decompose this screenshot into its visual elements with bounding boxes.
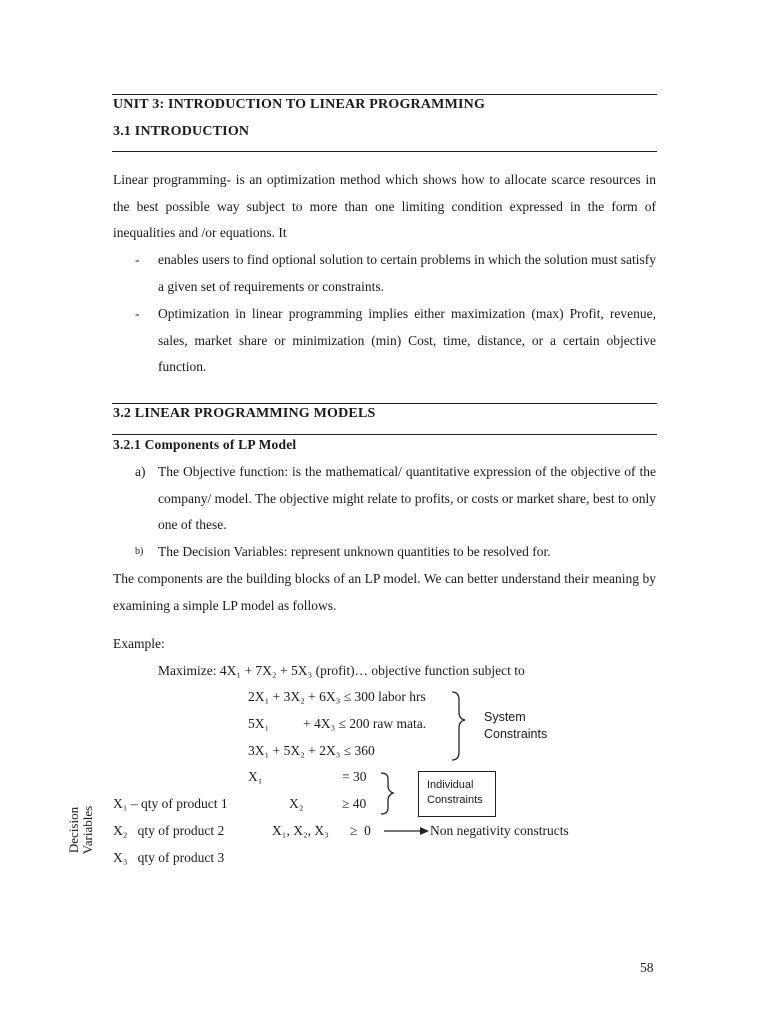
system-constraints-brace [452, 692, 465, 760]
system-constraint-3: 3X₁ + 5X₂ + 2X₃ ≤ 360 [248, 743, 375, 758]
system-constraints-label-2: Constraints [484, 727, 548, 741]
individual-constraints-label-2: Constraints [427, 794, 483, 806]
bullet-marker: - [135, 252, 140, 267]
individual-constraint-2-var: X₂ [289, 796, 304, 811]
individual-constraint-2-rel: ≥ 40 [342, 796, 367, 811]
intro-paragraph: Linear programming- is an optimization method which shows how to allocate scarce resources in the best possible way subject to more than one limiting condition expressed in the form of inequalities and /or equations. It [113, 172, 656, 241]
decision-label-2: Variables [80, 805, 95, 855]
page-number: 58 [640, 960, 654, 975]
system-constraint-2: 5X₁ + 4X₃ ≤ 200 raw mata. [248, 716, 427, 731]
system-constraints-label-1: System [484, 710, 526, 724]
intro-bullet-1-text: enables users to find optional solution to certain problems in which the solution must satisfy a given set of requirements or constraints. [158, 252, 656, 294]
component-b-text: The Decision Variables: represent unknown quantities to be resolved for. [158, 544, 551, 559]
nonneg-label: Non negativity constructs [430, 823, 569, 838]
individual-constraint-1-var: X₁ [248, 769, 263, 784]
component-b-marker: b) [135, 546, 144, 557]
component-a-marker: a) [135, 464, 146, 479]
decision-label-1: Decision [66, 806, 81, 854]
section-3-2-1-heading: 3.2.1 Components of LP Model [113, 437, 297, 452]
nonneg-arrowhead [420, 827, 429, 835]
component-a-text: The Objective function: is the mathematical/ quantitative expression of the objective of the company/ model. The objective might relate to profits, or costs or market share, best to only one of these. [158, 464, 656, 533]
decision-variable-2: X₂ qty of product 2 [113, 823, 225, 838]
system-constraint-1: 2X₁ + 3X₂ + 6X₃ ≤ 300 labor hrs [248, 689, 426, 704]
decision-variable-1: X₁ – qty of product 1 [113, 796, 228, 811]
section-3-1-heading: 3.1 INTRODUCTION [113, 124, 250, 139]
section-3-2-heading: 3.2 LINEAR PROGRAMMING MODELS [113, 406, 376, 421]
decision-variable-3: X₃ qty of product 3 [113, 850, 225, 865]
bullet-marker: - [135, 306, 140, 321]
example-label: Example: [113, 636, 165, 651]
intro-bullet-2-text: Optimization in linear programming implies either maximization (max) Profit, revenue, sales, market share or minimization (min) Cost, time, distance, or a certain objective function. [158, 306, 656, 375]
unit-title: UNIT 3: INTRODUCTION TO LINEAR PROGRAMMING [113, 97, 486, 112]
objective-function: Maximize: 4X₁ + 7X₂ + 5X₃ (profit)… objective function subject to [158, 663, 525, 678]
components-paragraph: The components are the building blocks of an LP model. We can better understand their meaning by examining a simple LP model as follows. [113, 571, 656, 613]
nonneg-relation: ≥ 0 [350, 823, 371, 838]
individual-constraint-1-rel: = 30 [342, 769, 367, 784]
nonneg-vars: X₁, X₂, X₃ [272, 823, 329, 838]
individual-constraints-label-1: Individual [427, 779, 474, 791]
individual-constraints-brace [381, 773, 393, 814]
